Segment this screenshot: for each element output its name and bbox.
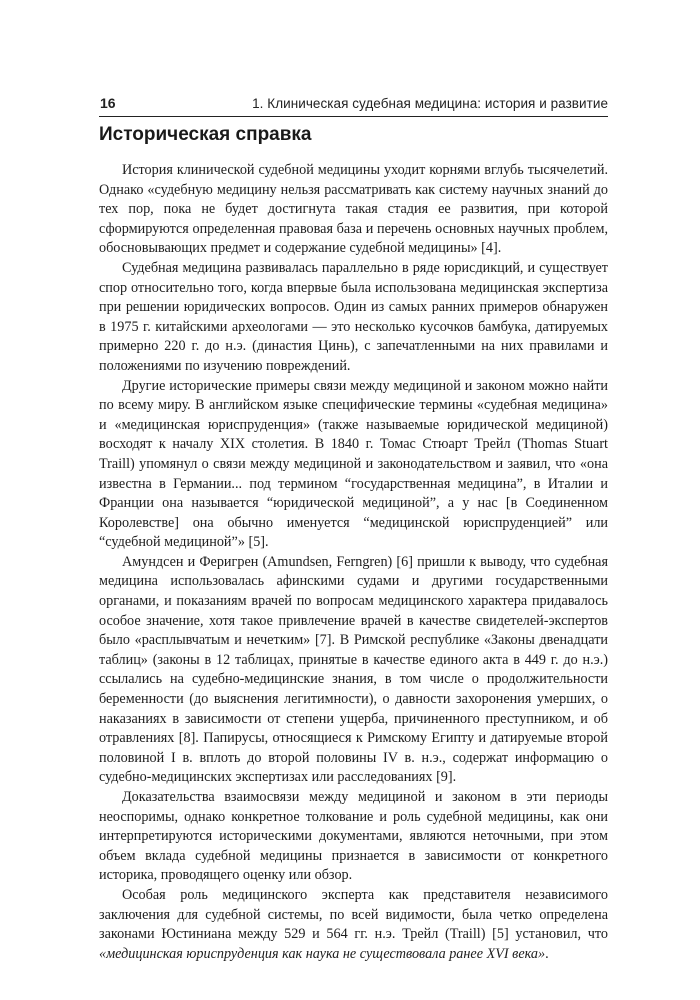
body-text <box>99 161 608 964</box>
paragraph-4: Амундсен и Феригрен (Amundsen, Ferngren) [6] пришли к выводу, что судебная медицина использовалась афинскими судами и другими государственными органами, и показаниям врачей по вопросам медицинского характера придавалось особое значение, хотя такое привлечение врачей в качестве свидетелей-экспертов было «расплывчатым и нечетким» [7]. В Римской республике «Законы двенадцати таблиц» (законы в 12 таблицах, принятые в качестве единого акта в 449 г. до н.э.) ссылались на судебно-медицинские знания, в том числе о продолжительности беременности (до выяснения легитимности), о давности захоронения умерших, о наказаниях в зависимости от степени ущерба, причиненного преступником, и об отравлениях [8]. Папирусы, относящиеся к Римскому Египту и датируемые второй половиной I в. вплоть до второй половины IV в. н.э., содержат информацию о судебно-медицинских экспертизах или расследованиях [9]. <box>99 553 608 786</box>
paragraph-5: Доказательства взаимосвязи между медициной и законом в эти периоды неоспоримы, однако конкретное толкование и роль судебной медицины, как они интерпретируются историческими документами, являются неточными, при этом объем вклада судебной медицины признается в зависимости от конкретного историка, проводящего оценку или обзор. <box>99 789 608 884</box>
paragraph-6-emphasis: «медицинская юриспруденция как наука не существовала ранее XVI века» <box>99 945 546 962</box>
running-header <box>99 94 608 117</box>
page-number: 16 <box>100 95 116 111</box>
section-heading: Историческая справка <box>99 124 312 145</box>
chapter-title: 1. Клиническая судебная медицина: история и развитие <box>252 96 608 111</box>
paragraph-6-tail: . <box>545 945 549 962</box>
paragraph-3: Другие исторические примеры связи между медициной и законом можно найти по всему миру. В английском языке специфические термины «судебная медицина» и «медицинская юриспруденция» (также называемые юридической медициной) восходят к началу XIX столетия. В 1840 г. Томас Стюарт Трейл (Thomas Stuart Traill) упомянул о связи между медициной и законодательством и заявил, что «она известна в Германии... под термином “государственная медицина”, в Италии и Франции она называется “юридической медициной”, а у нас [в Соединенном Королевстве] она обычно именуется “медицинской юриспруденцией” или “судебной медициной”» [5]. <box>99 377 608 551</box>
paragraph-1: История клинической судебной медицины уходит корнями вглубь тысячелетий. Однако «судебную медицину нельзя рассматривать как систему научных знаний до тех пор, пока не будет достигнута такая стадия ее развития, при которой сформируются определенная правовая база и перечень основных научных проблем, обосновывающих предмет и содержание судебной медицины» [4]. <box>99 162 608 257</box>
paragraph-6-text: Особая роль медицинского эксперта как представителя независимого заключения для судебной системы, по всей видимости, была четко определена законами Юстиниана между 529 и 564 гг. н.э. Трейл (Traill) [5] установил, что <box>99 886 608 943</box>
paragraph-6 <box>99 886 608 964</box>
paragraph-2: Судебная медицина развивалась параллельно в ряде юрисдикций, и существует спор относительно того, когда впервые была использована медицинская экспертиза при решении юридических вопросов. Один из самых ранних примеров обнаружен в 1975 г. китайскими археологами — это несколько кусочков бамбука, датируемых примерно 220 г. до н.э. (династия Цинь), с запечатленными на них правилами и положениями по изучению повреждений. <box>99 259 608 374</box>
